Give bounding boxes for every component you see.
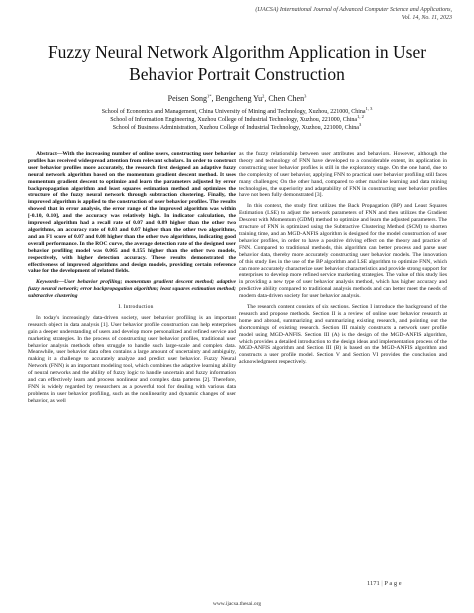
author-3: Chen Chen [268, 94, 305, 103]
author-list: Peisen Song$^{1*}$, Bengcheng Yu$^2$, Chen Chen$^3$ [167, 93, 307, 103]
affiliation-3-marker: 3 [358, 122, 362, 127]
affiliation-2-marker: 1, 2 [357, 114, 364, 119]
abstract: Abstract—With the increasing number of online users, constructing user behavior profiles has received widespread attention from relevant scholars. In order to construct user behavior profiles more accurately, the research first designed an adaptive fuzzy neural network algorithm based on the momentum gradient descent method. It uses momentum gradient descent to optimize and learn the parameters adjusted by error backpropagation algorithm and least squares estimation method and optimizes the structure of the fuzzy neural network through subtraction clustering. Finally, the improved algorithm is applied to the construction of user behavior profiles. The results showed that in error analysis, the error range of the improved algorithm was within [-0.10, 0.10], and the accuracy was relatively high. In indicator calculation, the improved algorithm had a recall rate of 0.07 and 0.09 higher than the other two algorithms, an accuracy rate of 0.03 and 0.07 higher than the other two algorithms, and an F1 score of 0.07 and 0.08 higher than the other two algorithms, indicating good overall performance. In the ROC curve, the average detection rate of the designed user behavior profiling model was 0.065 and 0.155 higher than the other two models, respectively, with higher detection accuracy. These results demonstrated the effectiveness of improved algorithms and design models, providing certain reference value for the development of related fields. [28, 151, 236, 275]
page-number-value: 1171 [367, 580, 380, 587]
author-1: Peisen Song [167, 94, 207, 103]
paper-title [20, 41, 454, 85]
paper-title-line1: Fuzzy Neural Network Algorithm Application in User [47, 42, 427, 62]
footer-url: www.ijacsa.thesai.org [212, 601, 262, 607]
intro-paragraph-1: In today's increasingly data-driven society, user behavior profiling is an important research object in data analysis [1]. User behavior profile construction can help enterprises gain a deeper understanding of users and develop more personalized and refined service and marketing strategies. In the process of constructing user behavior profiles, traditional user behavior analysis methods often struggle to handle such large-scale and complex data. Meanwhile, user behavior data often contains a large amount of uncertainty and ambiguity, making it a challenge to accurately analyze and predict user behavior. Fuzzy Neural Network (FNN) is an important modeling tool, which combines the adaptive learning ability of neural networks and the ability of fuzzy logic to handle uncertain and fuzzy information and can effectively learn and process nonlinear and complex data patterns [2]. Therefore, FNN is widely regarded by researchers as a powerful tool for dealing with various data problems in user behavior profiling, such as the nonlinearity and dynamic changes of user behavior, as well [28, 314, 236, 404]
affiliation-1-text: School of Economics and Management, China University of Mining and Technology, Xuzhou, 221000, China [101, 109, 366, 115]
left-column [28, 151, 236, 409]
page-number-separator: | [381, 580, 383, 587]
affiliation-3 [0, 124, 474, 132]
author-2-marker: 2 [262, 93, 265, 99]
body-paragraph-2: In this context, the study first utilizes the Back Propagation (BP) and Least Squares Estimation (LSE) to adjust the network parameters of FNN and then utilizes the Gradient Descent with Momentum (GDM) method to optimize and learn the adjusted parameters. The structure of FNN is optimized using the Subtractive Clustering Method (SCM) to shorten training time, and an MGD-ANFIS algorithm is designed for the model construction of user behavior profiles, in order to have a positive driving effect on the theory and practice of FNN. Compared to traditional methods, this algorithm can better process and parse user behavior data, thereby more accurately constructing user behavior models. The innovation of this study lies in the use of the BP algorithm and LSE algorithm to optimize FNN, which can more accurately characterize user behavior characteristics and provide strong support for enterprises to develop more refined service marketing strategies. The value of this study lies in providing a new type of user behavior analysis method, which has higher accuracy and predictive ability compared to traditional analysis methods and can better meet the needs of modern data-driven society for user behavior analysis. [239, 203, 447, 300]
affiliations [0, 108, 474, 132]
journal-header-line2: Vol. 14, No. 11, 2023 [401, 15, 452, 21]
page-label: P a g e [384, 580, 402, 587]
right-column [239, 151, 447, 370]
affiliation-1 [0, 108, 474, 116]
affiliation-1-marker: 1, 3 [365, 106, 373, 111]
affiliation-3-text: School of Business Administration, Xuzhou College of Industrial Technology, Xuzhou, 221000, China [112, 125, 359, 131]
body-paragraph-3: The research content consists of six sections. Section I introduce the background of the research and propose methods. Section II is a review of online user behavior research at home and abroad, summarizing and summarizing existing research, and pointing out the shortcomings of existing research. Section III mainly constructs a network user profile model using MGD-ANFIS. Section III (A) is the design of the MGD-ANFIS algorithm, which provides a detailed introduction to the design ideas and implementation process of the MGD-ANFIS algorithm and Section III (B) is based on the MGD-ANFIS algorithm and constructs a user profile model. Section V and Section VI provides the conclusion and acknowledgment respectively. [239, 304, 447, 366]
author-1-marker: 1* [206, 93, 212, 99]
page-number [367, 580, 402, 587]
journal-header-line1: (IJACSA) International Journal of Advanced Computer Science and Applications, [255, 7, 452, 13]
affiliation-2-text: School of Information Engineering, Xuzhou College of Industrial Technology, Xuzhou, 221000, China [110, 117, 358, 123]
keywords: Keywords—User behavior profiling; momentum gradient descent method; adaptive fuzzy neural network; error backpropagation algorithm; least squares estimation method; subtractive clustering [28, 279, 236, 300]
body-paragraph-1: as the fuzzy relationship between user attributes and behaviors. However, although the theory and technology of FNN have developed to a considerable extent, its application in constructing user behavior profiles is still in the exploratory stage. On the one hand, due to the complexity of user behavior, applying FNN to practical user behavior profiling still faces many challenges; On the other hand, compared to other machine learning and data mining technologies, the superiority and adaptability of FNN in constructing user behavior profiles have not been fully demonstrated [3]. [239, 151, 447, 199]
paper-title-line2: Behavior Portrait Construction [129, 64, 345, 84]
section-1-heading: I. Introduction [118, 304, 154, 311]
affiliation-2 [0, 116, 474, 124]
author-3-marker: 3 [304, 93, 307, 99]
journal-header [255, 6, 452, 22]
author-2: Bengcheng Yu [215, 94, 263, 103]
